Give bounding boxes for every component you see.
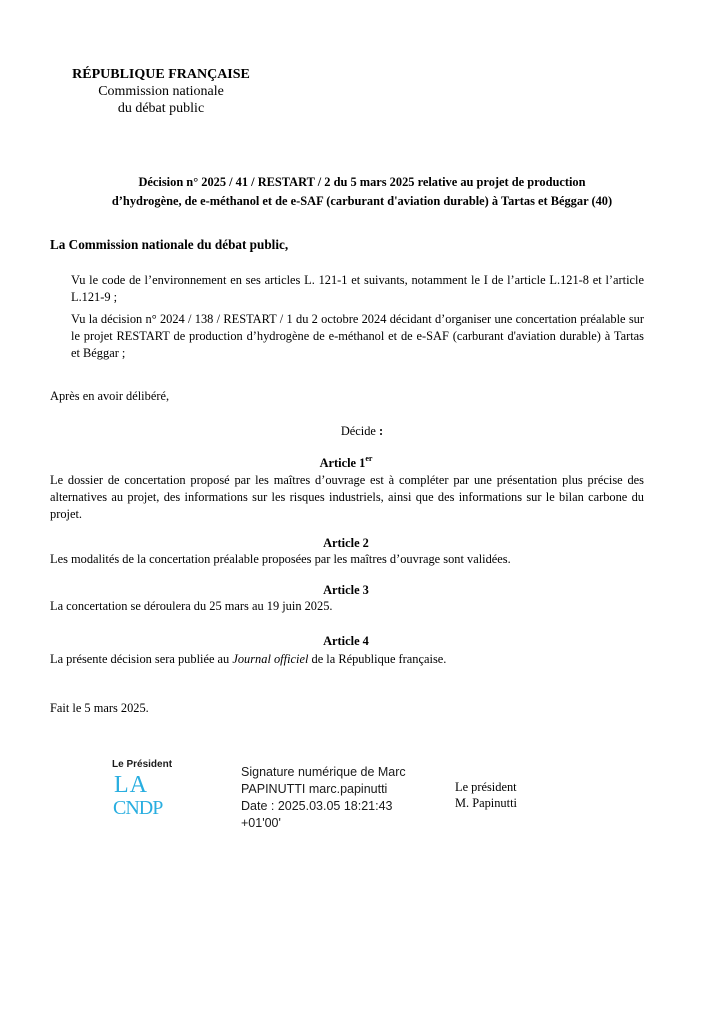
article-4-text-after: de la République française.	[308, 652, 447, 666]
journal-officiel: Journal officiel	[232, 652, 309, 666]
signer-name: M. Papinutti	[455, 796, 517, 810]
commission-line-2: du débat public	[117, 101, 205, 116]
digital-signature-line-1: Signature numérique de Marc	[241, 765, 406, 779]
decision-title-line-1: Décision n° 2025 / 41 / RESTART / 2 du 5 mars 2025 relative au projet de production	[138, 175, 586, 189]
decide-word: Décide	[340, 424, 376, 438]
decision-title	[70, 173, 654, 211]
article-3-text: La concertation se déroulera du 25 mars au 19 juin 2025.	[50, 599, 333, 613]
signer-title: Le président	[455, 780, 517, 794]
vu-paragraph-2: Vu la décision n° 2024 / 138 / RESTART / 1 du 2 octobre 2024 décidant d’organiser une concertation préalable sur le projet RESTART de production d’hydrogène de e-méthanol et de e-SAF (carburant d'aviation durable) à Tartas et Béggar ;	[71, 312, 644, 360]
issuer-header	[56, 66, 266, 117]
digital-signature	[241, 764, 441, 832]
signer-block	[455, 779, 575, 811]
article-1-title	[0, 455, 692, 472]
article-3-title: Article 3	[323, 583, 369, 597]
president-label: Le Président	[112, 759, 173, 770]
republique-heading: RÉPUBLIQUE FRANÇAISE	[72, 67, 250, 82]
fait-date: Fait le 5 mars 2025.	[50, 701, 149, 715]
commission-preamble: La Commission nationale du débat public,	[50, 237, 289, 252]
article-4-text	[50, 651, 644, 668]
article-4-title: Article 4	[323, 634, 369, 648]
article-2-text: Les modalités de la concertation préalable proposées par les maîtres d’ouvrage sont validées.	[50, 552, 511, 566]
article-4-text-before: La présente décision sera publiée au	[50, 652, 233, 666]
digital-signature-timezone: +01'00'	[241, 816, 281, 830]
decision-title-line-2: d’hydrogène, de e-méthanol et de e-SAF (carburant d'aviation durable) à Tartas et Béggar (40)	[111, 194, 613, 208]
article-1-text: Le dossier de concertation proposé par les maîtres d’ouvrage est à compléter par une présentation plus précise des alternatives au projet, des informations sur les risques industriels, ainsi que des informations sur le bilan carbone du projet.	[50, 473, 644, 521]
digital-signature-line-2: PAPINUTTI marc.papinutti	[241, 782, 388, 796]
vu-paragraph-1: Vu le code de l’environnement en ses articles L. 121-1 et suivants, notamment le I de l’article L.121-8 et l’article L.121-9 ;	[71, 273, 644, 304]
article-1-title-sup: er	[365, 453, 373, 463]
cndp-logo-top: LA	[114, 772, 148, 798]
article-2-title: Article 2	[323, 536, 369, 550]
article-1-title-text: Article 1	[319, 456, 366, 470]
cndp-logo-bottom: CNDP	[113, 797, 163, 816]
commission-line-1: Commission nationale	[98, 84, 224, 99]
apres-deliberation: Après en avoir délibéré,	[50, 389, 170, 403]
cndp-logo	[112, 770, 180, 816]
decide-heading	[0, 423, 724, 440]
digital-signature-date: Date : 2025.03.05 18:21:43	[241, 799, 393, 813]
decide-colon: :	[375, 424, 384, 438]
